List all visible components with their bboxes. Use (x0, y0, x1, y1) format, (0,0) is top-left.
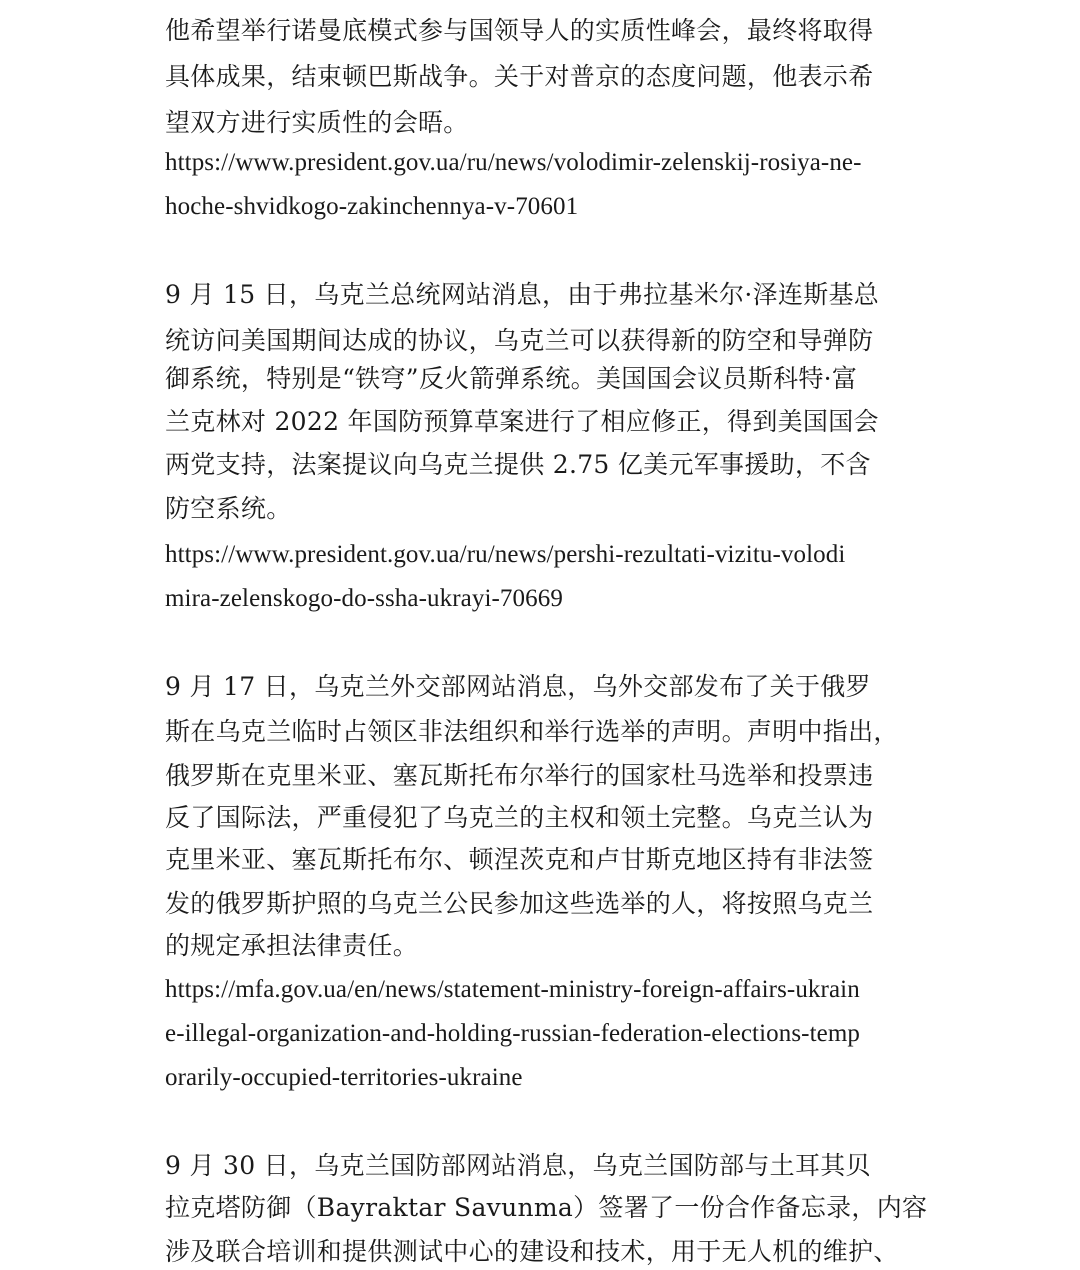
text-line: 两党支持，法案提议向乌克兰提供 2.75 亿美元军事援助，不含 (165, 450, 871, 479)
text-line: 拉克塔防御（Bayraktar Savunma）签署了一份合作备忘录，内容 (165, 1193, 928, 1222)
source-url-line[interactable]: orarily-occupied-territories-ukraine (165, 1064, 523, 1091)
source-url-line[interactable]: hoche-shvidkogo-zakinchennya-v-70601 (165, 193, 579, 220)
source-url-line[interactable]: e-illegal-organization-and-holding-russian-federation-elections-temp (165, 1020, 860, 1047)
text-line: 俄罗斯在克里米亚、塞瓦斯托布尔举行的国家杜马选举和投票违 (165, 761, 874, 790)
text-line: 兰克林对 2022 年国防预算草案进行了相应修正，得到美国国会 (165, 407, 879, 436)
text-line: 9 月 15 日，乌克兰总统网站消息，由于弗拉基米尔·泽连斯基总 (165, 280, 880, 309)
text-line: 统访问美国期间达成的协议，乌克兰可以获得新的防空和导弹防 (165, 326, 874, 355)
text-line: 他希望举行诺曼底模式参与国领导人的实质性峰会，最终将取得 (165, 16, 874, 45)
text-line: 发的俄罗斯护照的乌克兰公民参加这些选举的人，将按照乌克兰 (165, 889, 874, 918)
text-line: 防空系统。 (165, 494, 292, 523)
source-url-line[interactable]: https://www.president.gov.ua/ru/news/pershi-rezultati-vizitu-volodi (165, 541, 846, 568)
text-line: 望双方进行实质性的会晤。 (165, 108, 469, 137)
text-line: 的规定承担法律责任。 (165, 931, 419, 960)
text-line: 具体成果，结束顿巴斯战争。关于对普京的态度问题，他表示希 (165, 62, 874, 91)
source-url-line[interactable]: https://www.president.gov.ua/ru/news/volodimir-zelenskij-rosiya-ne- (165, 149, 862, 176)
text-line: 9 月 17 日，乌克兰外交部网站消息，乌外交部发布了关于俄罗 (165, 672, 871, 701)
text-line: 涉及联合培训和提供测试中心的建设和技术，用于无人机的维护、 (165, 1237, 899, 1266)
text-line: 反了国际法，严重侵犯了乌克兰的主权和领土完整。乌克兰认为 (165, 803, 874, 832)
text-line: 斯在乌克兰临时占领区非法组织和举行选举的声明。声明中指出， (165, 717, 899, 746)
text-line: 克里米亚、塞瓦斯托布尔、顿涅茨克和卢甘斯克地区持有非法签 (165, 845, 874, 874)
text-line: 9 月 30 日，乌克兰国防部网站消息，乌克兰国防部与土耳其贝 (165, 1151, 871, 1180)
source-url-line[interactable]: https://mfa.gov.ua/en/news/statement-ministry-foreign-affairs-ukrain (165, 976, 860, 1003)
text-line: 御系统，特别是“铁穹”反火箭弹系统。美国国会议员斯科特·富 (165, 364, 858, 393)
source-url-line[interactable]: mira-zelenskogo-do-ssha-ukrayi-70669 (165, 585, 563, 612)
